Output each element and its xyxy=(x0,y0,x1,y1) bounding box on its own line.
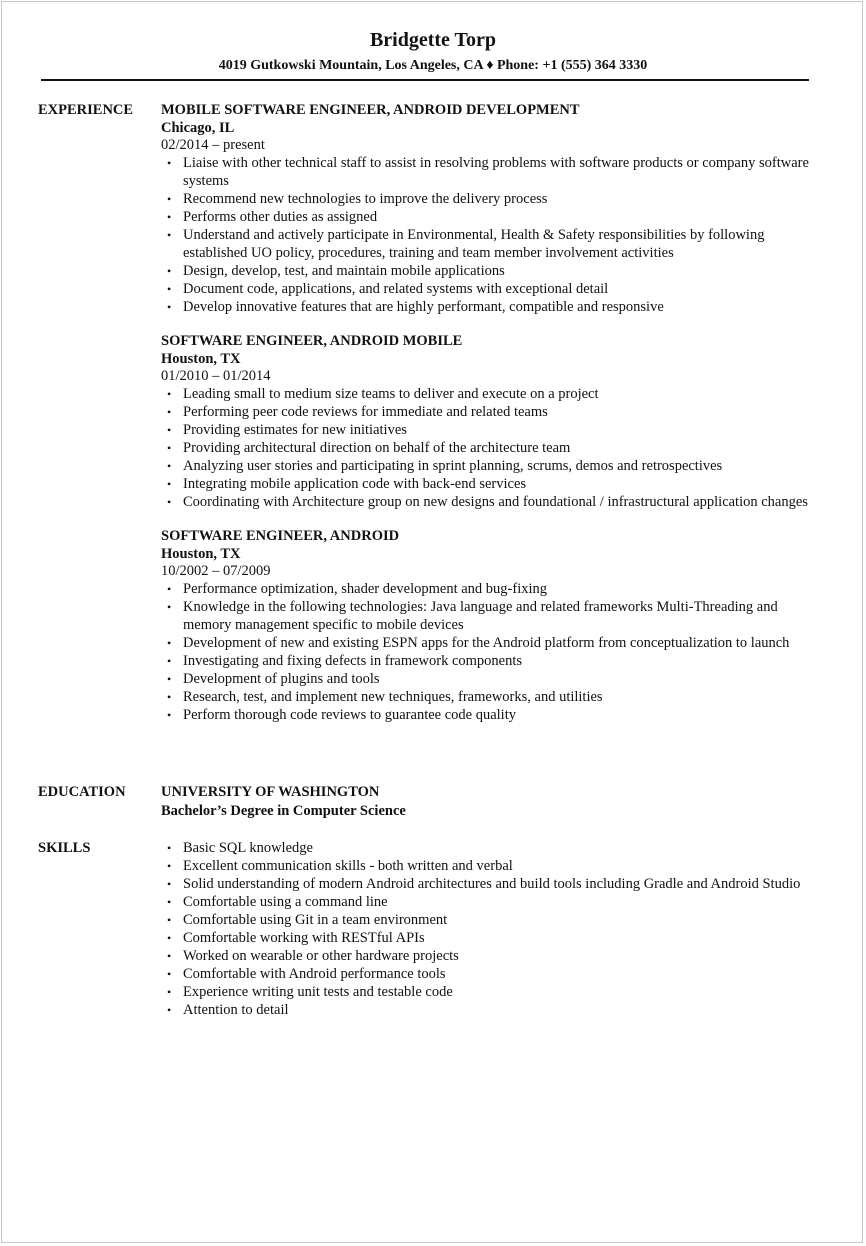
skill-item: • Comfortable with Android performance tools xyxy=(167,966,446,982)
resume-header xyxy=(0,27,866,75)
skill-item: • Solid understanding of modern Android architectures and build tools including Gradle and Android Studio xyxy=(167,876,801,892)
candidate-name: Bridgette Torp xyxy=(369,29,497,51)
job-title: SOFTWARE ENGINEER, ANDROID xyxy=(161,528,400,544)
bullet-icon: • xyxy=(167,690,172,704)
bullet-icon: • xyxy=(167,949,172,963)
skill-item: • Comfortable using Git in a team environment xyxy=(167,912,448,928)
bullet-item: • Analyzing user stories and participating in sprint planning, scrums, demos and retrospectives xyxy=(167,458,723,474)
bullet-item: • Knowledge in the following technologies: Java language and related frameworks Multi-Threading and memory management specific to mobile devices xyxy=(167,599,778,633)
job-entry xyxy=(161,101,821,316)
bullet-item: • Perform thorough code reviews to guarantee code quality xyxy=(167,707,516,723)
bullet-icon: • xyxy=(167,877,172,891)
skill-item: • Excellent communication skills - both written and verbal xyxy=(167,858,513,874)
job-dates: 01/2010 – 01/2014 xyxy=(161,368,271,384)
skill-item: • Comfortable using a command line xyxy=(167,894,388,910)
skill-item: • Attention to detail xyxy=(167,1002,289,1018)
job-title: SOFTWARE ENGINEER, ANDROID MOBILE xyxy=(161,333,463,349)
bullet-icon: • xyxy=(167,477,172,491)
bullet-icon: • xyxy=(167,913,172,927)
bullet-icon: • xyxy=(167,636,172,650)
skills-list xyxy=(161,839,821,1019)
section-label-experience: EXPERIENCE xyxy=(38,102,134,118)
bullet-item: • Performing peer code reviews for immediate and related teams xyxy=(167,404,548,420)
section-label-education: EDUCATION xyxy=(38,784,126,800)
bullet-icon: • xyxy=(167,654,172,668)
job-dates: 10/2002 – 07/2009 xyxy=(161,563,271,579)
bullet-icon: • xyxy=(167,859,172,873)
bullet-icon: • xyxy=(167,405,172,419)
skill-item: • Experience writing unit tests and testable code xyxy=(167,984,453,1000)
bullet-icon: • xyxy=(167,1003,172,1017)
job-location: Chicago, IL xyxy=(161,120,235,136)
section-label-skills: SKILLS xyxy=(38,840,91,856)
experience-body xyxy=(161,101,821,740)
bullet-icon: • xyxy=(167,282,172,296)
bullet-icon: • xyxy=(167,600,172,614)
bullet-icon: • xyxy=(167,708,172,722)
skill-item: • Comfortable working with RESTful APIs xyxy=(167,930,425,946)
bullet-icon: • xyxy=(167,495,172,509)
job-bullets xyxy=(161,580,821,724)
bullet-icon: • xyxy=(167,192,172,206)
job-title: MOBILE SOFTWARE ENGINEER, ANDROID DEVELOPMENT xyxy=(161,102,580,118)
bullet-item: • Providing estimates for new initiatives xyxy=(167,422,407,438)
bullet-icon: • xyxy=(167,387,172,401)
bullet-icon: • xyxy=(167,895,172,909)
bullet-icon: • xyxy=(167,423,172,437)
job-location: Houston, TX xyxy=(161,351,241,367)
bullet-item: • Understand and actively participate in Environmental, Health & Safety responsibilities by following established UO policy, procedures, training and team member involvement activities xyxy=(167,227,765,261)
bullet-icon: • xyxy=(167,967,172,981)
skill-item: • Worked on wearable or other hardware projects xyxy=(167,948,459,964)
bullet-item: • Performs other duties as assigned xyxy=(167,209,378,225)
bullet-item: • Recommend new technologies to improve the delivery process xyxy=(167,191,548,207)
bullet-icon: • xyxy=(167,156,172,170)
bullet-item: • Investigating and fixing defects in framework components xyxy=(167,653,523,669)
bullet-item: • Coordinating with Architecture group on new designs and foundational / infrastructural application changes xyxy=(167,494,808,510)
bullet-item: • Development of plugins and tools xyxy=(167,671,380,687)
bullet-icon: • xyxy=(167,264,172,278)
bullet-item: • Liaise with other technical staff to assist in resolving problems with software products or company software systems xyxy=(167,155,809,189)
job-dates: 02/2014 – present xyxy=(161,137,265,153)
bullet-icon: • xyxy=(167,582,172,596)
bullet-icon: • xyxy=(167,441,172,455)
bullet-item: • Research, test, and implement new techniques, frameworks, and utilities xyxy=(167,689,603,705)
bullet-item: • Design, develop, test, and maintain mobile applications xyxy=(167,263,505,279)
job-bullets xyxy=(161,385,821,511)
skill-item: • Basic SQL knowledge xyxy=(167,840,313,856)
bullet-item: • Integrating mobile application code with back-end services xyxy=(167,476,527,492)
bullet-item: • Develop innovative features that are highly performant, compatible and responsive xyxy=(167,299,664,315)
job-entry xyxy=(161,527,821,724)
education-body xyxy=(161,783,821,821)
contact-line: 4019 Gutkowski Mountain, Los Angeles, CA ♦ Phone: +1 (555) 364 3330 xyxy=(218,58,648,73)
job-location: Houston, TX xyxy=(161,546,241,562)
bullet-icon: • xyxy=(167,459,172,473)
header-divider xyxy=(41,79,809,81)
bullet-item: • Performance optimization, shader development and bug-fixing xyxy=(167,581,548,597)
bullet-icon: • xyxy=(167,841,172,855)
bullet-icon: • xyxy=(167,985,172,999)
bullet-icon: • xyxy=(167,931,172,945)
bullet-icon: • xyxy=(167,228,172,242)
job-entry xyxy=(161,332,821,511)
bullet-item: • Providing architectural direction on behalf of the architecture team xyxy=(167,440,571,456)
bullet-icon: • xyxy=(167,300,172,314)
bullet-item: • Development of new and existing ESPN apps for the Android platform from conceptualization to launch xyxy=(167,635,790,651)
degree-name: Bachelor’s Degree in Computer Science xyxy=(161,803,406,819)
job-bullets xyxy=(161,154,821,316)
bullet-item: • Leading small to medium size teams to deliver and execute on a project xyxy=(167,386,599,402)
school-name: UNIVERSITY OF WASHINGTON xyxy=(161,784,380,800)
bullet-icon: • xyxy=(167,210,172,224)
skills-body xyxy=(161,839,821,1019)
bullet-item: • Document code, applications, and related systems with exceptional detail xyxy=(167,281,609,297)
bullet-icon: • xyxy=(167,672,172,686)
